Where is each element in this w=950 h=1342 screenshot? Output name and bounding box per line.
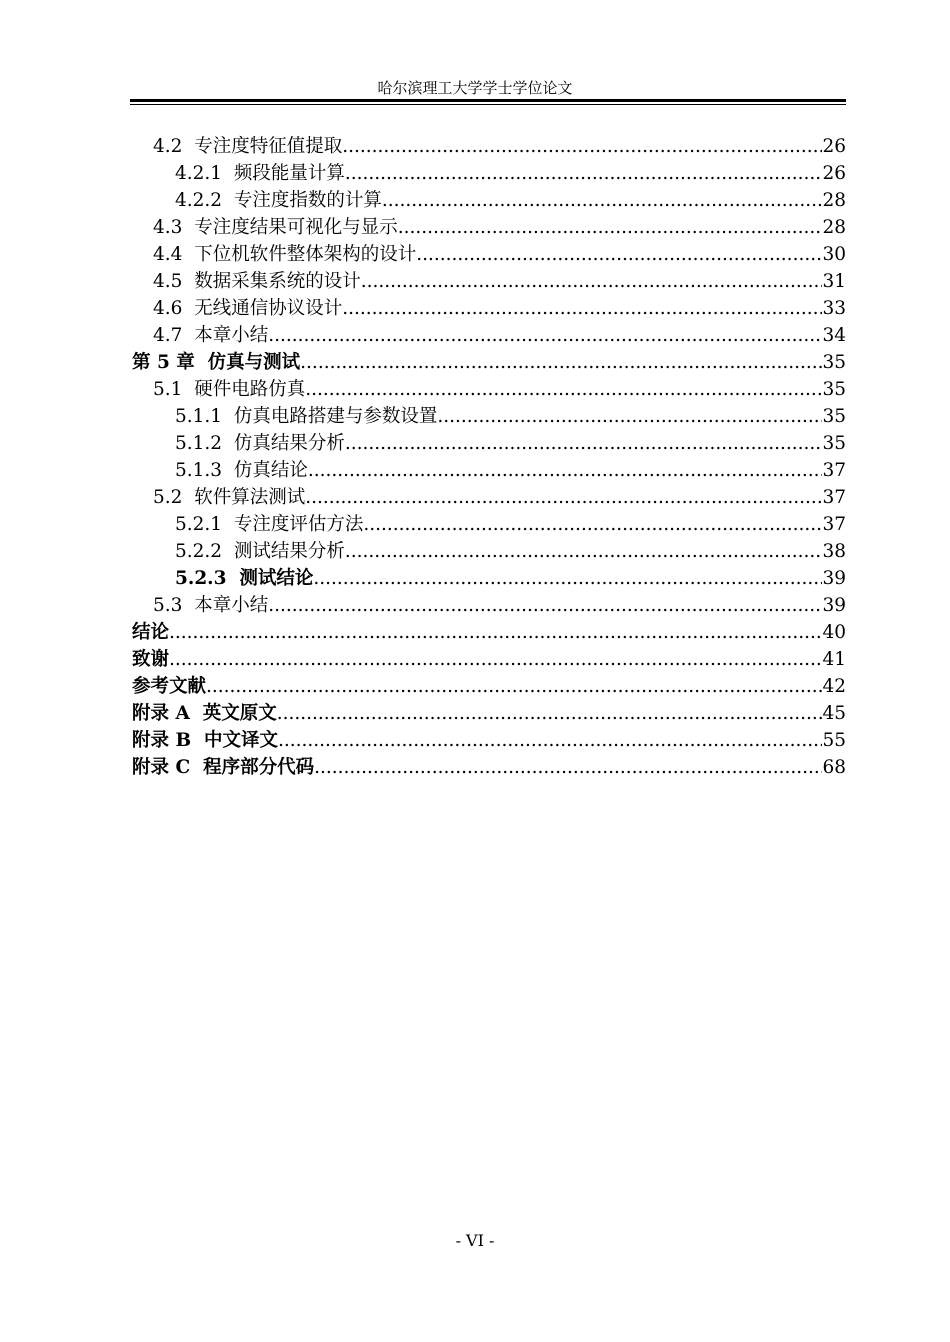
running-header: 哈尔滨理工大学学士学位论文 xyxy=(377,79,573,97)
toc-dot-leader xyxy=(305,486,822,510)
toc-entry-label: 硬件电路仿真 xyxy=(194,379,306,400)
toc-entry-label: 本章小结 xyxy=(194,325,269,346)
toc-entry[interactable] xyxy=(132,699,846,726)
toc-entry-title xyxy=(175,540,345,564)
toc-entry-page: 40 xyxy=(822,622,846,643)
toc-dot-leader xyxy=(169,648,822,672)
toc-dot-leader xyxy=(305,378,822,402)
toc-entry[interactable] xyxy=(132,186,846,213)
toc-dot-leader xyxy=(268,324,822,348)
toc-entry-label: 测试结论 xyxy=(239,568,314,589)
toc-entry-page: 55 xyxy=(822,730,846,751)
toc-entry-label: 结论 xyxy=(132,622,170,643)
toc-dot-leader xyxy=(313,567,822,591)
toc-entry-title xyxy=(153,216,398,240)
toc-entry[interactable] xyxy=(132,645,846,672)
toc-entry[interactable] xyxy=(132,753,846,780)
toc-dot-leader xyxy=(277,702,823,726)
toc-entry[interactable] xyxy=(132,672,846,699)
toc-entry-title xyxy=(175,189,382,213)
toc-entry-title xyxy=(175,567,313,591)
toc-entry-title xyxy=(153,135,342,159)
toc-entry-number: 4.7 xyxy=(153,325,183,346)
toc-entry-number: 附录 A xyxy=(132,703,190,724)
toc-entry-label: 专注度特征值提取 xyxy=(194,136,343,157)
toc-entry-number: 4.6 xyxy=(153,298,183,319)
toc-entry-label: 专注度评估方法 xyxy=(233,514,364,535)
toc-entry-page: 39 xyxy=(822,568,846,589)
toc-dot-leader xyxy=(206,675,822,699)
toc-entry[interactable] xyxy=(132,321,846,348)
toc-entry[interactable] xyxy=(132,483,846,510)
toc-entry-title xyxy=(175,162,345,186)
page-number: - VI - xyxy=(455,1231,495,1250)
toc-entry-page: 37 xyxy=(822,514,846,535)
toc-entry-label: 仿真结果分析 xyxy=(233,433,345,454)
toc-entry-label: 软件算法测试 xyxy=(194,487,306,508)
toc-entry[interactable] xyxy=(132,375,846,402)
toc-dot-leader xyxy=(278,729,822,753)
toc-entry-label: 无线通信协议设计 xyxy=(194,298,343,319)
toc-entry-number: 5.1.2 xyxy=(175,433,223,454)
header-rule xyxy=(130,99,846,105)
toc-dot-leader xyxy=(308,459,823,483)
toc-entry-number: 5.2.3 xyxy=(175,568,227,589)
toc-entry-label: 仿真电路搭建与参数设置 xyxy=(233,406,438,427)
toc-entry-number: 5.2 xyxy=(153,487,183,508)
toc-entry-label: 英文原文 xyxy=(202,703,277,724)
toc-entry-label: 致谢 xyxy=(132,649,170,670)
toc-dot-leader xyxy=(416,243,822,267)
toc-entry-number: 5.3 xyxy=(153,595,183,616)
toc-entry-page: 45 xyxy=(822,703,846,724)
toc-entry-title xyxy=(153,270,361,294)
toc-dot-leader xyxy=(342,297,822,321)
toc-entry[interactable] xyxy=(132,591,846,618)
toc-entry-page: 38 xyxy=(822,541,846,562)
toc-entry[interactable] xyxy=(132,348,846,375)
toc-entry-number: 附录 C xyxy=(132,757,191,778)
toc-entry-page: 28 xyxy=(822,217,846,238)
toc-dot-leader xyxy=(345,540,823,564)
toc-entry[interactable] xyxy=(132,132,846,159)
toc-dot-leader xyxy=(361,270,823,294)
toc-entry-title xyxy=(153,297,342,321)
toc-entry-label: 测试结果分析 xyxy=(233,541,345,562)
toc-entry[interactable] xyxy=(132,267,846,294)
toc-entry-page: 68 xyxy=(822,757,846,778)
toc-entry-page: 37 xyxy=(822,487,846,508)
toc-entry-page: 28 xyxy=(822,190,846,211)
toc-entry-page: 34 xyxy=(822,325,846,346)
toc-entry-number: 4.5 xyxy=(153,271,183,292)
toc-dot-leader xyxy=(437,405,822,429)
toc-entry-number: 5.1.3 xyxy=(175,460,223,481)
toc-entry-page: 41 xyxy=(822,649,846,670)
toc-dot-leader xyxy=(398,216,823,240)
toc-entry-page: 26 xyxy=(822,163,846,184)
toc-entry-label: 仿真结论 xyxy=(233,460,308,481)
toc-entry-page: 42 xyxy=(822,676,846,697)
toc-entry-title xyxy=(132,729,278,753)
toc-entry[interactable] xyxy=(132,456,846,483)
toc-entry-page: 31 xyxy=(822,271,846,292)
toc-entry-number: 附录 B xyxy=(132,730,192,751)
toc-dot-leader xyxy=(382,189,823,213)
toc-entry-title xyxy=(175,405,437,429)
toc-dot-leader xyxy=(363,513,822,537)
toc-entry-label: 仿真与测试 xyxy=(207,352,301,373)
toc-entry[interactable] xyxy=(132,159,846,186)
toc-entry-label: 参考文献 xyxy=(132,676,207,697)
toc-entry[interactable] xyxy=(132,726,846,753)
toc-entry-page: 35 xyxy=(822,379,846,400)
toc-entry-title xyxy=(153,378,305,402)
toc-dot-leader xyxy=(268,594,822,618)
toc-entry[interactable] xyxy=(132,294,846,321)
toc-entry-number: 4.2.2 xyxy=(175,190,223,211)
toc-entry-label: 专注度指数的计算 xyxy=(233,190,382,211)
toc-entry-title xyxy=(153,324,268,348)
toc-entry-number: 5.2.1 xyxy=(175,514,223,535)
toc-entry-label: 专注度结果可视化与显示 xyxy=(194,217,398,238)
toc-entry-label: 中文译文 xyxy=(203,730,278,751)
toc-entry-title xyxy=(153,594,268,618)
toc-entry-title xyxy=(132,621,169,645)
toc-entry-title xyxy=(175,432,345,456)
table-of-contents xyxy=(132,132,846,780)
toc-entry-number: 4.2.1 xyxy=(175,163,223,184)
toc-entry-title xyxy=(132,648,169,672)
toc-dot-leader xyxy=(345,162,823,186)
toc-entry-title xyxy=(153,486,305,510)
toc-entry-page: 35 xyxy=(822,352,846,373)
toc-entry[interactable] xyxy=(132,213,846,240)
toc-entry-label: 数据采集系统的设计 xyxy=(194,271,361,292)
toc-entry-label: 频段能量计算 xyxy=(233,163,345,184)
toc-entry-title xyxy=(132,702,277,726)
toc-entry[interactable] xyxy=(132,402,846,429)
toc-dot-leader xyxy=(314,756,822,780)
toc-entry-label: 本章小结 xyxy=(194,595,269,616)
toc-entry-page: 35 xyxy=(822,433,846,454)
toc-dot-leader xyxy=(169,621,822,645)
toc-entry-title xyxy=(132,351,300,375)
toc-entry[interactable] xyxy=(132,537,846,564)
toc-entry-number: 5.1 xyxy=(153,379,183,400)
toc-entry-page: 33 xyxy=(822,298,846,319)
toc-entry[interactable] xyxy=(132,564,846,591)
toc-dot-leader xyxy=(342,135,822,159)
toc-entry-title xyxy=(132,756,314,780)
toc-entry-page: 30 xyxy=(822,244,846,265)
toc-entry-number: 5.2.2 xyxy=(175,541,223,562)
toc-entry-label: 下位机软件整体架构的设计 xyxy=(194,244,417,265)
toc-entry-title xyxy=(132,675,206,699)
toc-entry-title xyxy=(153,243,416,267)
toc-entry[interactable] xyxy=(132,510,846,537)
toc-entry-title xyxy=(175,459,308,483)
toc-entry[interactable] xyxy=(132,240,846,267)
toc-entry-number: 5.1.1 xyxy=(175,406,223,427)
toc-entry-page: 35 xyxy=(822,406,846,427)
toc-entry[interactable] xyxy=(132,429,846,456)
toc-entry-number: 4.3 xyxy=(153,217,183,238)
toc-entry-page: 26 xyxy=(822,136,846,157)
toc-entry-label: 程序部分代码 xyxy=(203,757,315,778)
toc-entry[interactable] xyxy=(132,618,846,645)
toc-entry-page: 39 xyxy=(822,595,846,616)
toc-dot-leader xyxy=(300,351,822,375)
toc-entry-number: 4.2 xyxy=(153,136,183,157)
toc-entry-page: 37 xyxy=(822,460,846,481)
toc-entry-number: 第 5 章 xyxy=(132,352,195,373)
toc-entry-number: 4.4 xyxy=(153,244,183,265)
toc-entry-title xyxy=(175,513,363,537)
toc-dot-leader xyxy=(345,432,823,456)
